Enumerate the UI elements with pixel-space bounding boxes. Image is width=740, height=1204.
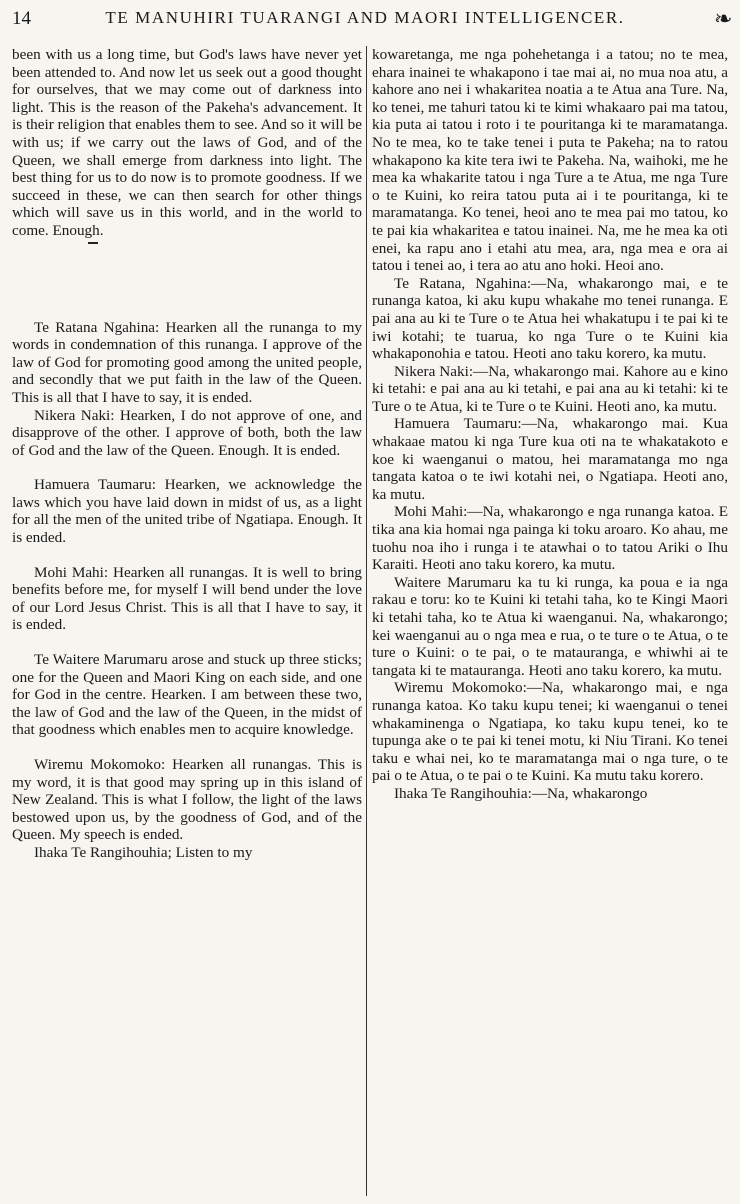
left-speech-nikera: Nikera Naki: Hearken, I do not approve of one, and disapprove of the other. I approve of both, both the law of God and the law of the Queen. Enough. It is ended. [12,406,362,459]
left-speech-wiremu: Wiremu Mokomoko: Hearken all runangas. This is my word, it is that good may spring up in this island of New Zealand. This is what I follow, the light of the laws bestowed upon us, by the goodness of God, and of the Queen. My speech is ended. [12,756,362,844]
right-speech-mohi: Mohi Mahi:—Na, whakarongo e nga runanga katoa. E tika ana kia homai nga painga ki toku aroaro. Ko ahau, me tuohu noa iho i runga i te atawhai o to tatou Ariki o Ihu Karaiti. Heoti ano taku korero, ka mutu. [372,503,728,574]
left-speech-ratana: Te Ratana Ngahina: Hearken all the runanga to my words in condemnation of this runanga. I approve of the law of God for promoting good among the united people, and secondly that we put faith in the law of the Queen. This is all that I have to say, it is ended. [12,318,362,406]
left-closing-line: Ihaka Te Rangihouhia; Listen to my [34,843,253,861]
page-header [0,0,740,42]
left-opening-paragraph: been with us a long time, but God's laws have never yet been attended to. And now let us seek out a good thought for ourselves, that we may come out of darkness into light. This is the reason of the Pakeha's advancement. It is their religion that enables them to see. And so it will be with us; if we carry out the laws of God, and of the Queen, we shall emerge from darkness into light. The best thing for us to do now is to promote goodness. If we succeed in these, we can then search for other things which will save us in this world, and in the world to come. Enough. [12,46,362,239]
right-speech-wiremu: Wiremu Mokomoko:—Na, whakarongo mai, e nga runanga katoa. Ko taku kupu tenei; ki waenganui o tenei whakaminenga o Ngatiapa, ko taku kupu tenei, ko te tupunga ake o te pai ki tenei motu, ki Niu Tirani. Ko tenei taku e whai nei, ko te maramatanga mai o nga ture, o te pai o te Atua, o te pai o te Kuini. Ka mutu taku korero. [372,679,728,785]
right-speech-waitere: Waitere Marumaru ka tu ki runga, ka poua e ia nga rakau e toru: ko te Kuini ki tetahi taha, ko te Kingi Maori ki tetahi taha, ko te Atua ki waenganui. Na, whakarongo; kei waenganui au o nga mea e rua, o te ture o te Atua, o te ture o Kuini: o te pai, o te matauranga, e whiwhi ai te tangata ki te matauranga. Heoti ano taku korero, ka mutu. [372,573,728,679]
left-speech-hamuera: Hamuera Taumaru: Hearken, we acknowledge the laws which you have laid down in midst of us, as a light for all the men of the united tribe of Ngatiapa. Enough. It is ended. [12,476,362,547]
left-speech-waitere: Te Waitere Marumaru arose and stuck up three sticks; one for the Queen and Maori King on each side, and one for God in the centre. Hearken. I am between these two, the law of God and the law of the Queen, in the midst of that goodness which enables men to acquire knowledge. [12,651,362,739]
right-opening-paragraph: kowaretanga, me nga pohehetanga i a tatou; no te mea, ehara inainei te whakapono i tae mai ai, no mua noa atu, a kahore ano nei i whakaritea noatia a te Atua ana Ture. Na, ko tenei, me tahuri tatou ki te kimi whakaaro pai ma tatou, kia puta ai tatou i roto i te pouritanga ki te maramatanga. No te mea, ko te take tenei i puta te Pakeha; na to ratou whakapono ka kite tera iwi te Pakeha. Na, waihoki, me he mea ka whakarite tatou i nga Ture a te Atua, me nga Ture o te Kuini, ko reira tatou puta ai i te pouritanga, ki te maramatanga. Ko tenei, heoi ano te mea pai mo tatou, ko te pai kia whakaritea e tatou inainei. Na, me he mea ka oti enei, ka rapu ano i etahi atu mea, ara, nga mea e ora ai tatou i tenei ao, i tera ao atu ano hoki. Heoi ano. [372,46,728,275]
right-speech-ratana: Te Ratana, Ngahina:—Na, whakarongo mai, e te runanga katoa, ki aku kupu whakahe mo tenei runanga. E pai ana au ki te Ture o te Atua hei whakatupu i te pai ki te iwi kotahi; te tuarua, ko nga Ture o te Kuini kia whakaponohia e tatou. Heoti ano taku korero, ka mutu. [372,274,728,363]
masthead-title: TE MANUHIRI TUARANGI AND MAORI INTELLIGENCER. [105,8,625,27]
left-speech-mohi: Mohi Mahi: Hearken all runangas. It is well to bring benefits before me, for myself I will bend under the love of our Lord Jesus Christ. This is all that I have to say, it is ended. [12,563,362,634]
right-speech-nikera: Nikera Naki:—Na, whakarongo mai. Kahore au e kino ki tetahi: e pai ana au ki tetahi, e pai ana au ki tetahi: ki te Ture o te Atua, ki te Ture o te Kuini. Heoti ano, ka mutu. [372,362,728,415]
right-closing-line: Ihaka Te Rangihouhia:—Na, whakarongo [394,784,648,802]
ornament-icon: ❧ [714,6,733,31]
left-column [12,46,362,862]
page-number: 14 [12,8,31,29]
column-divider [366,46,367,1196]
right-speech-hamuera: Hamuera Taumaru:—Na, whakarongo mai. Kua whakaae matou ki nga Ture kua oti na te whakatakoto e koe ki waenganui o matou, hei maramatanga mo nga tangata katoa o te iwi kotahi nei, o Ngatiapa. Heoti ano, ka mutu. [372,415,728,503]
right-column [372,46,728,803]
